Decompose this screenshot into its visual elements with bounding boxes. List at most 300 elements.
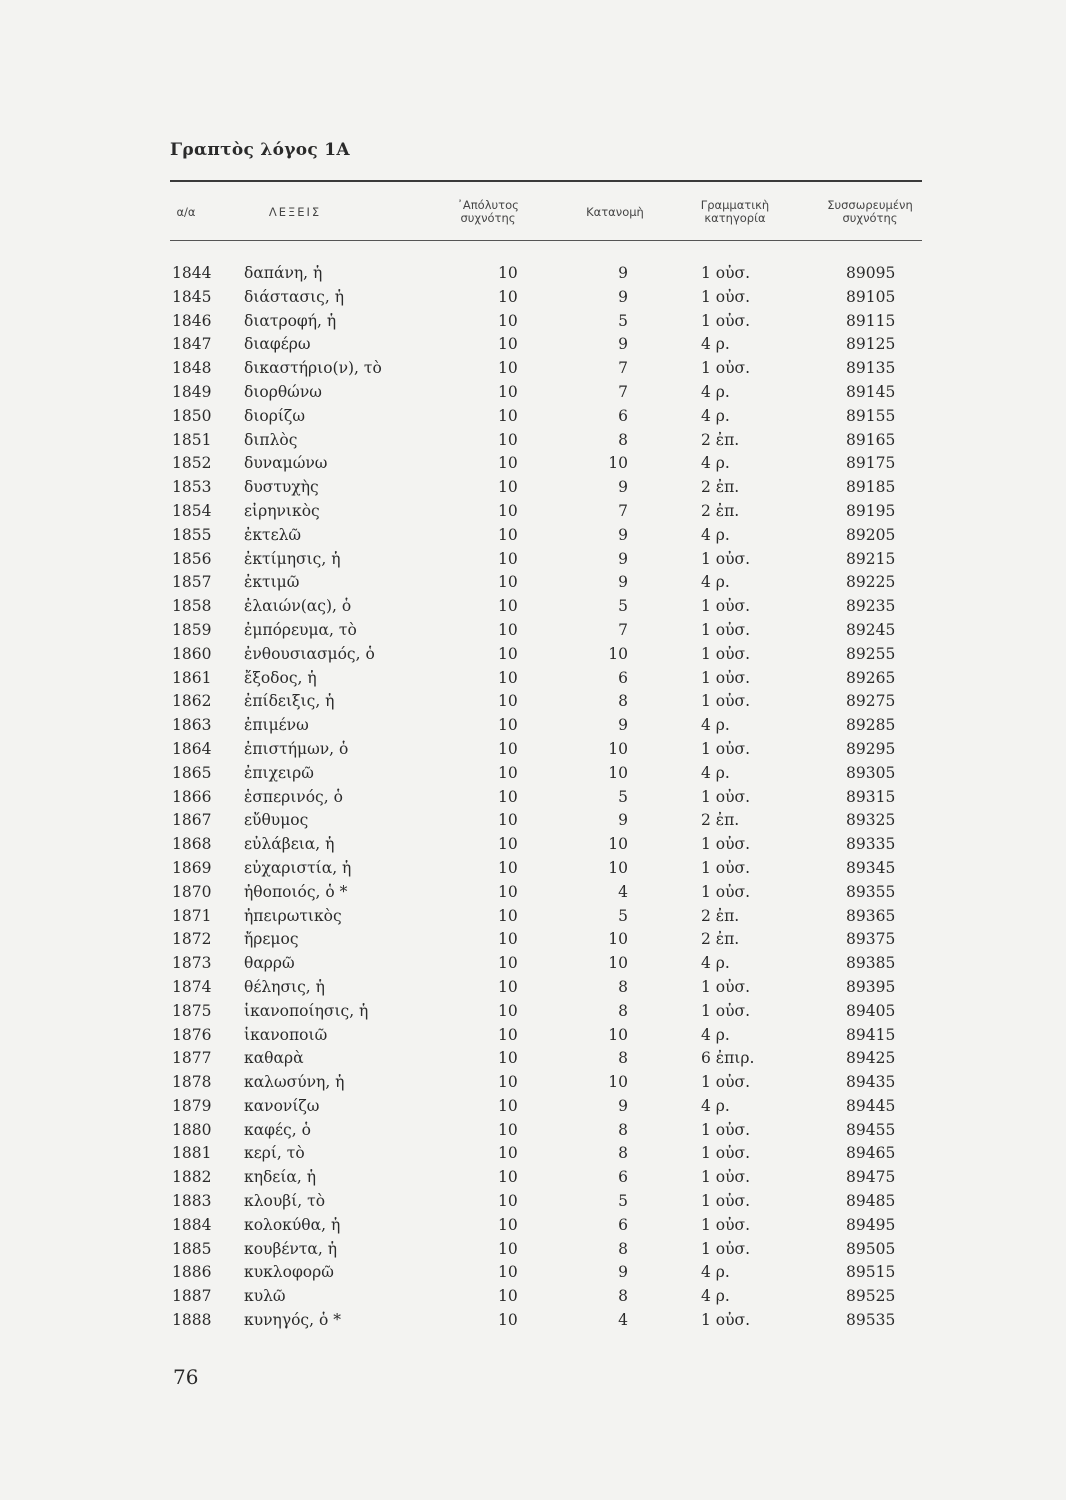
row-frequency: 10: [498, 668, 518, 687]
row-cumulative: 89275: [846, 692, 896, 711]
row-word: κουβέντα, ἡ: [244, 1239, 338, 1258]
row-distribution: 7: [618, 501, 628, 520]
row-frequency: 10: [498, 787, 518, 806]
row-number: 1878: [172, 1073, 212, 1092]
row-number: 1848: [172, 359, 212, 378]
row-distribution: 6: [618, 668, 628, 687]
row-frequency: 10: [498, 858, 518, 877]
row-frequency: 10: [498, 359, 518, 378]
table-row: [0, 1026, 1066, 1050]
row-category: 4 ρ.: [701, 335, 730, 354]
row-word: δαπάνη, ἡ: [244, 264, 323, 282]
table-row: [0, 1144, 1066, 1168]
header-cat: [680, 188, 790, 236]
row-word: ἐπιστήμων, ὁ: [244, 739, 349, 758]
row-word: διατροφή, ἡ: [244, 311, 337, 330]
table-row: [0, 1287, 1066, 1311]
row-frequency: 10: [498, 1025, 518, 1044]
table-row: [0, 407, 1066, 431]
header-cat-line1: Γραμματικὴ: [700, 198, 770, 212]
row-cumulative: 89245: [846, 620, 896, 639]
row-word: καφές, ὁ: [244, 1120, 311, 1139]
row-frequency: 10: [498, 1239, 518, 1258]
row-distribution: 10: [608, 930, 628, 949]
row-frequency: 10: [498, 1311, 518, 1330]
row-category: 1 οὐσ.: [701, 359, 751, 378]
row-cumulative: 89365: [846, 906, 896, 925]
row-distribution: 8: [618, 1120, 628, 1139]
table-row: [0, 1121, 1066, 1145]
row-cumulative: 89285: [846, 716, 896, 735]
row-category: 4 ρ.: [701, 954, 730, 973]
row-number: 1881: [172, 1144, 212, 1163]
row-cumulative: 89465: [846, 1144, 896, 1163]
row-category: 1 οὐσ.: [701, 264, 751, 282]
row-frequency: 10: [498, 1073, 518, 1092]
row-distribution: 9: [618, 716, 628, 735]
row-cumulative: 89345: [846, 858, 896, 877]
table-row: [0, 1240, 1066, 1264]
row-cumulative: 89155: [846, 406, 896, 425]
table-row: [0, 835, 1066, 859]
row-frequency: 10: [498, 1144, 518, 1163]
row-category: 1 οὐσ.: [701, 620, 751, 639]
row-frequency: 10: [498, 1215, 518, 1234]
header-word: [250, 188, 340, 236]
table-row: [0, 597, 1066, 621]
row-distribution: 6: [618, 1215, 628, 1234]
header-freq: [438, 188, 538, 236]
row-number: 1888: [172, 1311, 212, 1330]
row-cumulative: 89255: [846, 644, 896, 663]
row-frequency: 10: [498, 549, 518, 568]
row-category: 6 ἐπιρ.: [701, 1049, 755, 1068]
row-frequency: 10: [498, 977, 518, 996]
row-distribution: 4: [618, 1311, 628, 1330]
row-word: ἠθοποιός, ὁ *: [244, 882, 348, 901]
row-category: 2 ἐπ.: [701, 930, 740, 949]
row-word: διορθώνω: [244, 382, 322, 401]
row-cumulative: 89195: [846, 501, 896, 520]
row-frequency: 10: [498, 1096, 518, 1115]
row-number: 1855: [172, 525, 212, 544]
row-number: 1877: [172, 1049, 212, 1068]
row-word: διορίζω: [244, 406, 305, 425]
row-distribution: 6: [618, 406, 628, 425]
row-distribution: 8: [618, 1144, 628, 1163]
row-number: 1849: [172, 382, 212, 401]
row-number: 1870: [172, 882, 212, 901]
row-number: 1857: [172, 573, 212, 592]
row-number: 1873: [172, 954, 212, 973]
header-num-label: α/α: [176, 204, 196, 219]
row-cumulative: 89315: [846, 787, 896, 806]
row-distribution: 8: [618, 1049, 628, 1068]
row-cumulative: 89215: [846, 549, 896, 568]
table-row: [0, 645, 1066, 669]
row-category: 1 οὐσ.: [701, 882, 751, 901]
row-frequency: 10: [498, 644, 518, 663]
row-category: 2 ἐπ.: [701, 501, 740, 520]
header-cum-line1: Συσσωρευμένη: [827, 198, 913, 212]
table-row: [0, 573, 1066, 597]
row-number: 1854: [172, 501, 212, 520]
header-num: [166, 188, 206, 236]
row-word: ἐκτελῶ: [244, 525, 302, 544]
row-distribution: 7: [618, 359, 628, 378]
table-row: [0, 1002, 1066, 1026]
table-row: [0, 312, 1066, 336]
row-category: 1 οὐσ.: [701, 835, 751, 854]
row-word: κυλῶ: [244, 1287, 286, 1306]
row-frequency: 10: [498, 406, 518, 425]
row-category: 4 ρ.: [701, 1287, 730, 1306]
row-word: ἤρεμος: [244, 930, 299, 949]
page-title: Γραπτὸς λόγος 1Α: [170, 140, 350, 160]
row-frequency: 10: [498, 573, 518, 592]
table-row: [0, 502, 1066, 526]
row-number: 1869: [172, 858, 212, 877]
row-cumulative: 89515: [846, 1263, 896, 1282]
row-number: 1858: [172, 597, 212, 616]
row-distribution: 10: [608, 1025, 628, 1044]
row-distribution: 9: [618, 264, 628, 282]
row-word: ἱκανοποιῶ: [244, 1025, 328, 1044]
table-row: [0, 811, 1066, 835]
row-frequency: 10: [498, 1120, 518, 1139]
row-frequency: 10: [498, 597, 518, 616]
row-category: 4 ρ.: [701, 406, 730, 425]
row-distribution: 8: [618, 1287, 628, 1306]
row-cumulative: 89485: [846, 1192, 896, 1211]
row-category: 2 ἐπ.: [701, 478, 740, 497]
row-cumulative: 89525: [846, 1287, 896, 1306]
table-row: [0, 478, 1066, 502]
row-cumulative: 89305: [846, 763, 896, 782]
row-distribution: 8: [618, 692, 628, 711]
row-frequency: 10: [498, 287, 518, 306]
row-number: 1851: [172, 430, 212, 449]
row-cumulative: 89495: [846, 1215, 896, 1234]
row-distribution: 8: [618, 1001, 628, 1020]
row-frequency: 10: [498, 382, 518, 401]
row-number: 1865: [172, 763, 212, 782]
row-frequency: 10: [498, 882, 518, 901]
header-freq-line2: συχνότης: [460, 211, 516, 225]
row-word: καλωσύνη, ἡ: [244, 1073, 345, 1092]
row-category: 2 ἐπ.: [701, 811, 740, 830]
row-cumulative: 89135: [846, 359, 896, 378]
row-category: 2 ἐπ.: [701, 430, 740, 449]
header-top-rule: [170, 180, 922, 182]
row-number: 1875: [172, 1001, 212, 1020]
row-word: ἐκτιμῶ: [244, 573, 300, 592]
row-frequency: 10: [498, 430, 518, 449]
row-frequency: 10: [498, 335, 518, 354]
row-word: θέλησις, ἡ: [244, 977, 325, 996]
row-word: διάστασις, ἡ: [244, 287, 344, 306]
header-freq-line1: ᾿Απόλυτος: [457, 198, 519, 212]
row-word: διπλὸς: [244, 430, 298, 449]
row-category: 2 ἐπ.: [701, 906, 740, 925]
row-distribution: 5: [618, 311, 628, 330]
row-distribution: 7: [618, 382, 628, 401]
row-number: 1886: [172, 1263, 212, 1282]
table-row: [0, 692, 1066, 716]
row-frequency: 10: [498, 954, 518, 973]
row-cumulative: 89175: [846, 454, 896, 473]
row-distribution: 10: [608, 644, 628, 663]
row-category: 1 οὐσ.: [701, 597, 751, 616]
row-frequency: 10: [498, 454, 518, 473]
row-cumulative: 89375: [846, 930, 896, 949]
row-number: 1856: [172, 549, 212, 568]
row-category: 1 οὐσ.: [701, 1001, 751, 1020]
row-category: 1 οὐσ.: [701, 1311, 751, 1330]
header-cum-line2: συχνότης: [842, 211, 898, 225]
row-word: εὐλάβεια, ἡ: [244, 835, 335, 854]
row-cumulative: 89325: [846, 811, 896, 830]
row-cumulative: 89425: [846, 1049, 896, 1068]
table-row: [0, 716, 1066, 740]
table-row: [0, 1097, 1066, 1121]
row-number: 1874: [172, 977, 212, 996]
row-category: 1 οὐσ.: [701, 1073, 751, 1092]
table-row: [0, 550, 1066, 574]
row-distribution: 10: [608, 454, 628, 473]
row-word: διαφέρω: [244, 335, 311, 354]
table-row: [0, 883, 1066, 907]
row-category: 1 οὐσ.: [701, 787, 751, 806]
row-cumulative: 89125: [846, 335, 896, 354]
table-row: [0, 431, 1066, 455]
table-row: [0, 954, 1066, 978]
row-number: 1879: [172, 1096, 212, 1115]
table-row: [0, 1049, 1066, 1073]
row-cumulative: 89165: [846, 430, 896, 449]
page-number: 76: [173, 1365, 199, 1389]
header-cum: [810, 188, 930, 236]
row-cumulative: 89295: [846, 739, 896, 758]
row-category: 1 οὐσ.: [701, 1168, 751, 1187]
row-frequency: 10: [498, 692, 518, 711]
row-word: δικαστήριο(ν), τὸ: [244, 359, 382, 378]
word-table: [0, 264, 1066, 1335]
row-category: 4 ρ.: [701, 1263, 730, 1282]
row-word: κυκλοφορῶ: [244, 1263, 334, 1282]
row-category: 4 ρ.: [701, 716, 730, 735]
row-distribution: 4: [618, 882, 628, 901]
row-frequency: 10: [498, 930, 518, 949]
row-category: 1 οὐσ.: [701, 668, 751, 687]
table-row: [0, 907, 1066, 931]
row-frequency: 10: [498, 311, 518, 330]
row-word: κανονίζω: [244, 1096, 320, 1115]
table-row: [0, 930, 1066, 954]
table-row: [0, 1311, 1066, 1335]
row-distribution: 9: [618, 287, 628, 306]
row-frequency: 10: [498, 811, 518, 830]
row-category: 4 ρ.: [701, 1096, 730, 1115]
row-distribution: 9: [618, 478, 628, 497]
row-frequency: 10: [498, 739, 518, 758]
row-distribution: 8: [618, 977, 628, 996]
row-frequency: 10: [498, 478, 518, 497]
row-word: εἰρηνικὸς: [244, 501, 320, 520]
row-word: θαρρῶ: [244, 954, 295, 973]
row-number: 1871: [172, 906, 212, 925]
header-rank-label: Κατανομὴ: [586, 204, 644, 219]
row-number: 1882: [172, 1168, 212, 1187]
row-cumulative: 89235: [846, 597, 896, 616]
row-cumulative: 89405: [846, 1001, 896, 1020]
row-distribution: 5: [618, 597, 628, 616]
table-row: [0, 740, 1066, 764]
row-cumulative: 89435: [846, 1073, 896, 1092]
row-category: 1 οὐσ.: [701, 644, 751, 663]
row-number: 1872: [172, 930, 212, 949]
table-row: [0, 1168, 1066, 1192]
row-frequency: 10: [498, 1001, 518, 1020]
row-category: 1 οὐσ.: [701, 1192, 751, 1211]
table-row: [0, 1216, 1066, 1240]
row-word: ἐκτίμησις, ἡ: [244, 549, 341, 568]
row-category: 1 οὐσ.: [701, 1215, 751, 1234]
row-category: 1 οὐσ.: [701, 692, 751, 711]
row-cumulative: 89445: [846, 1096, 896, 1115]
row-word: δυστυχὴς: [244, 478, 319, 497]
row-cumulative: 89505: [846, 1239, 896, 1258]
row-word: ἐπιμένω: [244, 716, 309, 735]
row-category: 1 οὐσ.: [701, 287, 751, 306]
row-cumulative: 89145: [846, 382, 896, 401]
table-row: [0, 1192, 1066, 1216]
table-row: [0, 335, 1066, 359]
table-row: [0, 669, 1066, 693]
header-cat-line2: κατηγορία: [704, 211, 766, 225]
row-frequency: 10: [498, 1049, 518, 1068]
row-word: ἐνθουσιασμός, ὁ: [244, 644, 375, 663]
row-distribution: 10: [608, 835, 628, 854]
header-word-label: ΛΕΞΕΙΣ: [268, 204, 322, 219]
header-bottom-rule: [170, 240, 922, 241]
row-number: 1846: [172, 311, 212, 330]
row-distribution: 10: [608, 954, 628, 973]
row-distribution: 9: [618, 1096, 628, 1115]
row-cumulative: 89265: [846, 668, 896, 687]
row-frequency: 10: [498, 501, 518, 520]
row-number: 1868: [172, 835, 212, 854]
row-word: δυναμώνω: [244, 454, 328, 473]
row-word: ἐμπόρευμα, τὸ: [244, 620, 357, 639]
row-cumulative: 89395: [846, 977, 896, 996]
row-number: 1844: [172, 264, 212, 282]
row-frequency: 10: [498, 716, 518, 735]
row-number: 1883: [172, 1192, 212, 1211]
row-cumulative: 89415: [846, 1025, 896, 1044]
row-frequency: 10: [498, 620, 518, 639]
row-cumulative: 89095: [846, 264, 896, 282]
row-cumulative: 89335: [846, 835, 896, 854]
row-word: κλουβί, τὸ: [244, 1192, 326, 1211]
row-cumulative: 89205: [846, 525, 896, 544]
row-frequency: 10: [498, 835, 518, 854]
row-distribution: 5: [618, 1192, 628, 1211]
table-row: [0, 264, 1066, 288]
row-distribution: 9: [618, 525, 628, 544]
row-distribution: 8: [618, 1239, 628, 1258]
table-row: [0, 359, 1066, 383]
row-category: 1 οὐσ.: [701, 739, 751, 758]
row-distribution: 5: [618, 787, 628, 806]
table-row: [0, 978, 1066, 1002]
row-number: 1866: [172, 787, 212, 806]
row-number: 1862: [172, 692, 212, 711]
row-number: 1853: [172, 478, 212, 497]
row-category: 1 οὐσ.: [701, 977, 751, 996]
row-distribution: 5: [618, 906, 628, 925]
row-cumulative: 89115: [846, 311, 896, 330]
row-distribution: 9: [618, 335, 628, 354]
row-category: 4 ρ.: [701, 454, 730, 473]
row-word: εὔθυμος: [244, 811, 309, 830]
row-cumulative: 89475: [846, 1168, 896, 1187]
table-row: [0, 764, 1066, 788]
row-category: 1 οὐσ.: [701, 858, 751, 877]
header-rank: [570, 188, 660, 236]
row-category: 4 ρ.: [701, 382, 730, 401]
row-word: ἐλαιών(ας), ὁ: [244, 597, 352, 616]
row-distribution: 10: [608, 763, 628, 782]
row-cumulative: 89185: [846, 478, 896, 497]
row-category: 4 ρ.: [701, 763, 730, 782]
row-cumulative: 89385: [846, 954, 896, 973]
row-category: 1 οὐσ.: [701, 311, 751, 330]
row-number: 1847: [172, 335, 212, 354]
row-number: 1876: [172, 1025, 212, 1044]
row-word: εὐχαριστία, ἡ: [244, 858, 352, 877]
row-number: 1850: [172, 406, 212, 425]
row-category: 4 ρ.: [701, 525, 730, 544]
row-number: 1884: [172, 1215, 212, 1234]
row-distribution: 10: [608, 858, 628, 877]
row-number: 1845: [172, 287, 212, 306]
table-row: [0, 288, 1066, 312]
row-number: 1861: [172, 668, 212, 687]
row-category: 1 οὐσ.: [701, 549, 751, 568]
row-frequency: 10: [498, 1287, 518, 1306]
row-number: 1852: [172, 454, 212, 473]
row-distribution: 8: [618, 430, 628, 449]
row-number: 1880: [172, 1120, 212, 1139]
row-category: 1 οὐσ.: [701, 1120, 751, 1139]
row-cumulative: 89225: [846, 573, 896, 592]
row-word: ἱκανοποίησις, ἡ: [244, 1001, 369, 1020]
row-number: 1863: [172, 716, 212, 735]
row-word: κολοκύθα, ἡ: [244, 1215, 341, 1234]
row-cumulative: 89355: [846, 882, 896, 901]
row-distribution: 10: [608, 1073, 628, 1092]
row-word: ἐπίδειξις, ἡ: [244, 692, 335, 711]
row-frequency: 10: [498, 264, 518, 282]
row-word: ἐπιχειρῶ: [244, 763, 314, 782]
row-number: 1887: [172, 1287, 212, 1306]
table-row: [0, 526, 1066, 550]
row-number: 1864: [172, 739, 212, 758]
row-word: ἔξοδος, ἡ: [244, 668, 317, 687]
row-word: κυνηγός, ὁ *: [244, 1311, 341, 1330]
row-category: 1 οὐσ.: [701, 1239, 751, 1258]
